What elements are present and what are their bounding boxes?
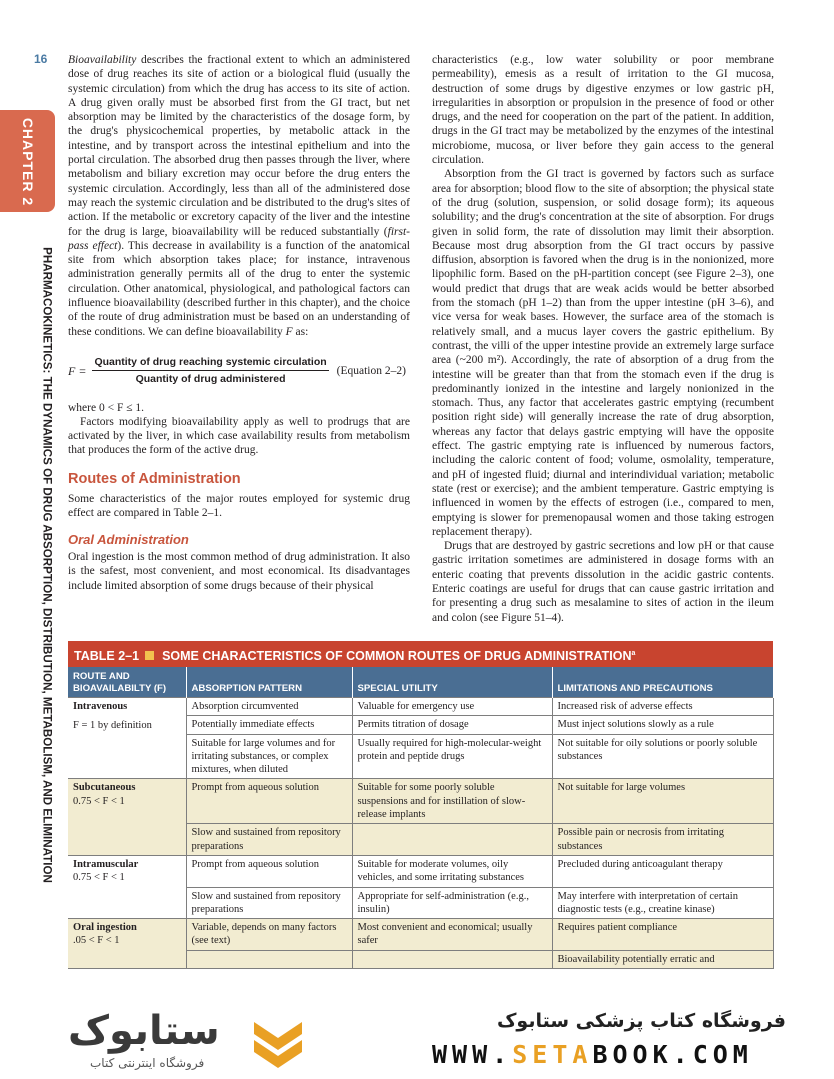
right-column [432,53,774,625]
table-cell [186,950,352,968]
shop-name: فروشگاه کتاب پزشکی ستابوک [496,1010,786,1032]
paragraph-oral: Oral ingestion is the most common method of drug administration. It also is the safest, most convenient, and most economical. Its disadvantages include limited absorption of some drugs because of their physical [68,550,410,592]
table-2-1 [68,641,773,969]
left-column [68,53,410,593]
logo-subtitle: فروشگاه اینترنتی کتاب [90,1056,205,1070]
term-first-pass: first-pass effect [68,225,410,252]
route-cell-subcutaneous [68,779,186,855]
table-cell: Precluded during anticoagulant therapy [552,855,773,887]
route-name: Subcutaneous [73,782,136,794]
table-cell: Bioavailability potentially erratic and [552,950,773,968]
heading-oral: Oral Administration [68,531,189,547]
header-route: ROUTE AND BIOAVAILABILTY (F) [68,667,186,698]
table-cell: Not suitable for oily solutions or poorly soluble substances [552,734,773,779]
table-cell: Variable, depends on many factors (see text) [186,919,352,951]
paragraph-prodrugs: Factors modifying bioavailability apply as well to prodrugs that are activated by the liver, in which case availability results from metabolism that produces the form of the active drug. [68,415,410,457]
paragraph-enteric-coating: Drugs that are destroyed by gastric secretions and low pH or that cause gastric irritation sometimes are administered in dosage forms with an enteric coating that prevents dissolution in the acidic gastric contents. Enteric coatings are useful for drugs that can cause gastric irritation and for presenting a drug such as mesalamine to sites of action in the ileum and colon (see Figure 51–4). [432,540,774,624]
routes-table [68,667,774,969]
table-cell: Prompt from aqueous solution [186,855,352,887]
square-bullet-icon [145,651,154,660]
table-row [68,779,773,824]
table-cell [352,950,552,968]
table-cell: Must inject solutions slowly as a rule [552,716,773,734]
chapter-tab [0,110,55,212]
table-row [68,919,773,951]
route-bioavailability: 0.75 < F < 1 [73,795,125,807]
header-absorption: ABSORPTION PATTERN [186,667,352,698]
table-cell: Possible pain or necrosis from irritating substances [552,824,773,856]
page-number: 16 [34,52,48,66]
route-name: Intramuscular [73,858,139,870]
table-footnote-mark: a [631,650,636,657]
table-caption: SOME CHARACTERISTICS OF COMMON ROUTES OF DRUG ADMINISTRATION [162,649,632,664]
text-run: as: [292,325,309,338]
shop-url[interactable] [432,1040,753,1069]
paragraph-bioavailability [68,53,410,339]
table-cell: Suitable for large volumes and for irritating substances, or complex mixtures, when diluted [186,734,352,779]
equation-2-2 [68,355,410,387]
table-cell: Increased risk of adverse effects [552,698,773,716]
paragraph-gi-absorption: Absorption from the GI tract is governed by factors such as surface area for absorption; blood flow to the site of absorption; the physical state of the drug (solution, suspension, or solid dosage form); its aqueous solubility; and the drug's concentration at the site of absorption. For drugs given in solid form, the rate of dissolution may limit their absorption. Because most drug absorption from the GI tract occurs by passive diffusion, absorption is favored when the drug is in the nonionized, more lipophilic form. Based on the pH-partition concept (see Figure 2–3), one would predict that drugs that are weak acids would be better absorbed from the stomach (pH 1–2) than from the upper intestine (pH 3–6), and vice versa for weak bases. However, the surface area of the stomach is relatively small, and a mucus layer covers the gastric epithelium. By contrast, the villi of the upper intestine provide an extremely large surface area (~200 m²). Accordingly, the rate of absorption of a drug from the intestine will be greater than that from the stomach even if the drug is predominantly ionized in the intestine and largely nonionized in the stomach. Thus, any factor that accelerates gastric emptying (recumbent position right side) will generally increase the rate of drug absorption, whereas any factor that delays gastric emptying will have the opposite effect. The gastric emptying rate is influenced by numerous factors, including the caloric content of food; volume, osmolality, temperature, and pH of ingested fluid; diurnal and interindividual variation; metabolic state (rest or exercise); and the ambient temperature. Gastric emptying is influenced in women by the effects of estrogen (i.e., compared to men, emptying is slower for premenopausal women and those taking estrogen replacement therapy). [432,168,774,538]
term-bioavailability: Bioavailability [68,54,137,66]
table-cell: Prompt from aqueous solution [186,779,352,824]
table-cell: Most convenient and economical; usually safer [352,919,552,951]
table-cell: Valuable for emergency use [352,698,552,716]
paragraph-routes: Some characteristics of the major routes employed for systemic drug effect are compared in Table 2–1. [68,493,410,520]
route-bioavailability: .05 < F < 1 [73,935,120,947]
table-number: TABLE 2–1 [74,649,140,664]
url-part: WWW. [432,1040,513,1069]
table-cell: Not suitable for large volumes [552,779,773,824]
table-row [68,698,773,716]
logo-wordmark: ستابوک [68,1008,220,1054]
equation-label: (Equation 2–2) [336,364,406,377]
chapter-tab-label: CHAPTER 2 [20,117,36,207]
route-cell-intravenous [68,698,186,779]
paragraph-oral-cont: characteristics (e.g., low water solubility or poor membrane permeability), emesis as a result of irritation to the GI mucosa, destruction of some drugs by digestive enzymes or low gastric pH, irregularities in absorption or propulsion in the presence of food or other drugs, and the need for cooperation on the part of the patient. In addition, drugs in the GI tract may be metabolized by the enzymes of the intestinal microbiome, mucosa, or liver before they gain access to the general circulation. [432,54,774,167]
route-cell-intramuscular [68,855,186,918]
equation-denominator: Quantity of drug administered [135,373,286,386]
header-utility: SPECIAL UTILITY [352,667,552,698]
heading-routes: Routes of Administration [68,470,241,487]
table-cell: Slow and sustained from repository preparations [186,887,352,919]
book-chevron-icon [250,1016,306,1072]
text-run: describes the fractional extent to which an administered dose of drug reaches its site of action or a biological fluid (usually the systemic circulation) from which the drug has access to its site of action. A drug given orally must be absorbed first from the GI tract, but net absorption may be limited by the characteristics of the dosage form, by the drug's physicochemical properties, by metabolic attack in the intestine, and by transport across the intestinal epithelium and into the portal circulation. The absorbed drug then passes through the liver, where metabolism and biliary excretion may occur before the drug enters the systemic circulation. Accordingly, less than all of the administered dose may reach the systemic circulation and be distributed to the drug's sites of action. If the metabolic or excretory capacity of the liver and the intestine for the drug is large, bioavailability will be reduced substantially ( [68,54,410,238]
table-cell: Appropriate for self-administration (e.g., insulin) [352,887,552,919]
header-limitations: LIMITATIONS AND PRECAUTIONS [552,667,773,698]
table-header-row [68,667,773,698]
equation-numerator: Quantity of drug reaching systemic circulation [92,355,328,371]
equation-variable: F = [68,363,87,378]
url-part: BOOK.COM [592,1040,753,1069]
table-cell: Absorption circumvented [186,698,352,716]
table-cell: May interfere with interpretation of certain diagnostic tests (e.g., creatine kinase) [552,887,773,919]
table-cell [352,824,552,856]
table-title-bar [68,641,773,667]
table-row [68,855,773,887]
table-cell: Requires patient compliance [552,919,773,951]
table-cell: Suitable for some poorly soluble suspensions and for instillation of slow-release implants [352,779,552,824]
table-cell: Suitable for moderate volumes, oily vehicles, and some irritating substances [352,855,552,887]
chapter-title-text: PHARMACOKINETICS: THE DYNAMICS OF DRUG ABSORPTION, DISTRIBUTION, METABOLISM, AND ELIMINATION [40,247,54,883]
route-name: Intravenous [73,701,128,712]
table-cell: Usually required for high-molecular-weight protein and peptide drugs [352,734,552,779]
table-cell: Slow and sustained from repository preparations [186,824,352,856]
route-bioavailability: 0.75 < F < 1 [73,872,125,884]
setabook-logo [60,1008,310,1078]
route-cell-oral [68,919,186,969]
url-accent: SETA [512,1040,593,1069]
table-cell: Potentially immediate effects [186,716,352,734]
running-chapter-title [38,218,56,912]
route-name: Oral ingestion [73,922,137,934]
route-bioavailability: F = 1 by definition [73,720,152,732]
text-run: ). This decrease in availability is a function of the anatomical site from which absorption takes place; for instance, intravenous administration generally permits all of the drug to enter the systemic circulation. Other anatomical, physiological, and pathological factors can influence bioavailability (described further in this chapter), and the choice of the route of drug administration must be based on an understanding of these conditions. We can define bioavailability [68,239,410,338]
var-f: F [285,325,293,338]
equation-where: where 0 < F ≤ 1. [68,401,145,414]
equation-fraction [92,355,328,387]
table-cell: Permits titration of dosage [352,716,552,734]
